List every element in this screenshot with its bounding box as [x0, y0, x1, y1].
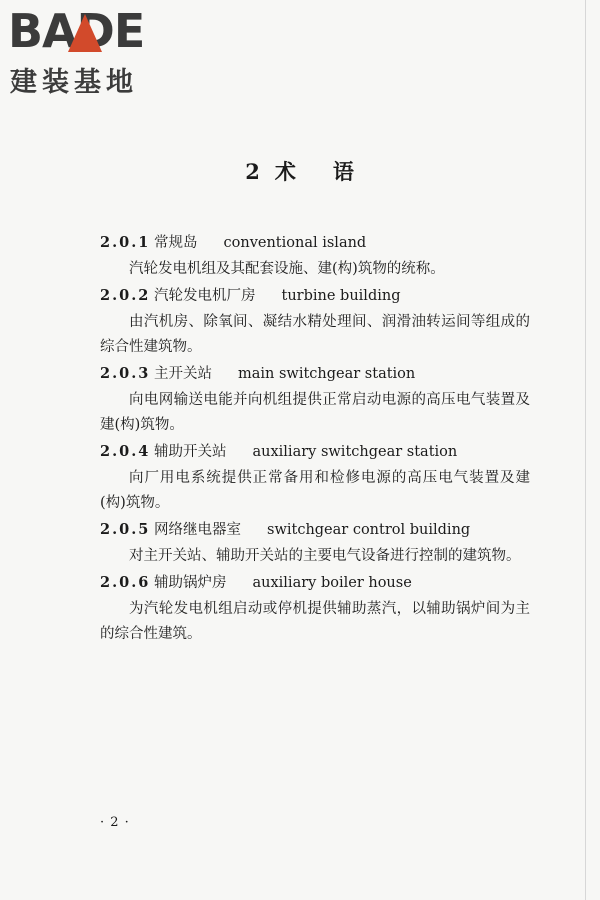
term-chinese: 辅助锅炉房	[154, 575, 227, 591]
term-entry	[0, 360, 600, 438]
term-entry	[0, 569, 600, 647]
page-number: · 2 ·	[100, 815, 130, 830]
term-english: auxiliary boiler house	[252, 575, 412, 591]
term-heading	[0, 516, 600, 544]
term-entry	[0, 282, 600, 360]
term-chinese: 汽轮发电机厂房	[154, 288, 256, 304]
chapter-title-char-1: 术	[274, 159, 297, 184]
term-chinese: 辅助开关站	[154, 444, 227, 460]
term-english: conventional island	[223, 235, 367, 251]
term-heading	[0, 229, 600, 257]
term-list	[0, 229, 600, 647]
term-heading	[0, 282, 600, 310]
logo-triangle-icon	[68, 14, 102, 52]
scan-edge-line	[585, 0, 586, 900]
term-heading	[0, 438, 600, 466]
logo-subtitle: 建装基地	[10, 67, 138, 98]
term-definition: 向厂用电系统提供正常备用和检修电源的高压电气装置及建(构)筑物。	[100, 470, 530, 511]
chapter-title-char-2: 语	[332, 159, 355, 184]
term-code: 2.0.2	[100, 287, 151, 304]
term-definition: 由汽机房、除氧间、凝结水精处理间、润滑油转运间等组成的综合性建筑物。	[100, 314, 530, 355]
term-chinese: 网络继电器室	[154, 522, 241, 538]
term-code: 2.0.1	[100, 234, 151, 251]
term-definition: 汽轮发电机组及其配套设施、建(构)筑物的统称。	[129, 261, 445, 277]
term-definition: 为汽轮发电机组启动或停机提供辅助蒸汽，以辅助锅炉间为主的综合性建筑。	[100, 601, 530, 642]
term-definition: 对主开关站、辅助开关站的主要电气设备进行控制的建筑物。	[129, 548, 521, 564]
term-english: auxiliary switchgear station	[252, 444, 458, 460]
term-code: 2.0.4	[100, 443, 151, 460]
term-code: 2.0.6	[100, 574, 151, 591]
term-entry	[0, 516, 600, 569]
term-english: turbine building	[281, 288, 401, 304]
term-heading	[0, 569, 600, 597]
bade-logo	[8, 6, 178, 96]
term-chinese: 主开关站	[154, 366, 212, 382]
chapter-number: 2	[245, 159, 261, 184]
term-chinese: 常规岛	[154, 235, 198, 251]
term-english: main switchgear station	[238, 366, 416, 382]
term-entry	[0, 229, 600, 282]
term-english: switchgear control building	[267, 522, 471, 538]
term-heading	[0, 360, 600, 388]
term-definition: 向电网输送电能并向机组提供正常启动电源的高压电气装置及建(构)筑物。	[100, 392, 530, 433]
term-code: 2.0.5	[100, 521, 151, 538]
term-code: 2.0.3	[100, 365, 151, 382]
term-entry	[0, 438, 600, 516]
chapter-title	[0, 156, 600, 186]
logo-wordmark: BADE	[8, 4, 145, 58]
